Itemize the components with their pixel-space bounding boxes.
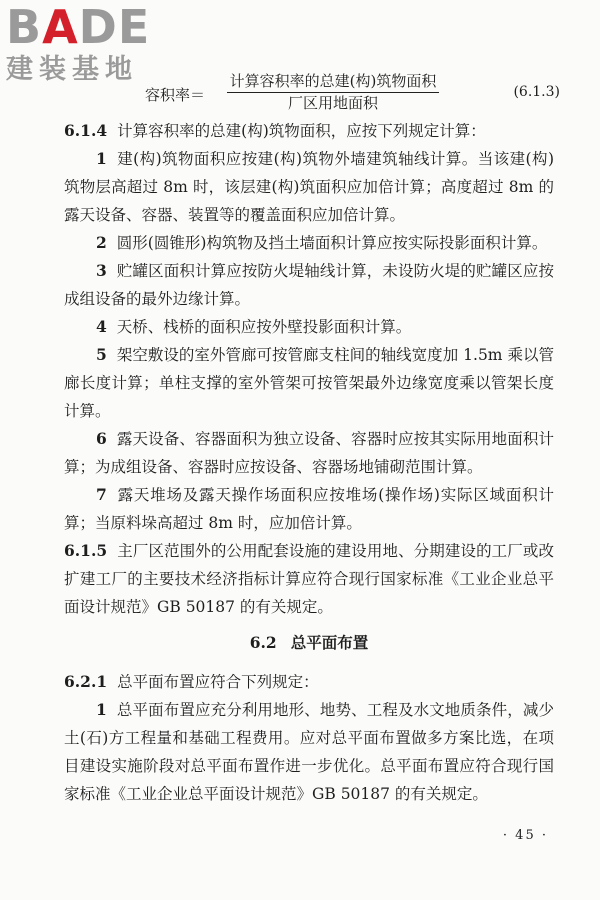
page-number: · 45 ·: [502, 828, 548, 843]
item-number: 2: [96, 233, 107, 252]
logo-letter-b: B: [6, 0, 43, 54]
item-text: 贮罐区面积计算应按防火堤轴线计算，未设防火堤的贮罐区应按成组设备的最外边缘计算。: [64, 262, 554, 308]
item-number: 3: [96, 261, 107, 280]
list-item: [64, 313, 554, 341]
clause-number: 6.1.4: [64, 121, 108, 140]
list-item: [64, 696, 554, 808]
clause-6-1-5: [64, 537, 554, 621]
item-number: 1: [96, 149, 107, 168]
list-item: [64, 229, 554, 257]
item-text: 露天堆场及露天操作场面积应按堆场(操作场)实际区域面积计算；当原料垛高超过 8m 时，应加倍计算。: [64, 486, 554, 532]
item-number: 1: [96, 700, 107, 719]
formula-fraction: [227, 72, 439, 113]
formula-lhs: 容积率＝: [145, 86, 206, 104]
section-heading: [64, 629, 554, 657]
brand-logo-subtitle: 建装基地: [6, 54, 138, 85]
item-text: 架空敷设的室外管廊可按管廊支柱间的轴线宽度加 1.5m 乘以管廊长度计算；单柱支撑的室外管架可按管架最外边缘宽度乘以管架长度计算。: [64, 346, 554, 420]
item-text: 建(构)筑物面积应按建(构)筑物外墙建筑轴线计算。当该建(构)筑物层高超过 8m 时，该层建(构)筑面积应加倍计算；高度超过 8m 的露天设备、容器、装置等的覆盖面积应加倍计算。: [64, 150, 554, 224]
clause-6-2-1: [64, 668, 554, 696]
clause-text: 总平面布置应符合下列规定：: [117, 673, 319, 691]
section-title: 总平面布置: [290, 633, 369, 652]
item-number: 6: [96, 429, 107, 448]
clause-text: 计算容积率的总建(构)筑物面积，应按下列规定计算：: [117, 122, 486, 140]
item-text: 露天设备、容器面积为独立设备、容器时应按其实际用地面积计算；为成组设备、容器时应按设备、容器场地铺砌范围计算。: [64, 430, 554, 476]
item-text: 圆形(圆锥形)构筑物及挡土墙面积计算应按实际投影面积计算。: [116, 234, 548, 252]
item-number: 7: [96, 485, 107, 504]
item-number: 5: [96, 345, 107, 364]
document-body: [64, 117, 554, 808]
section-number: 6.2: [249, 633, 277, 652]
logo-letters-de: DE: [78, 0, 151, 54]
formula-6-1-3: [145, 72, 560, 116]
item-number: 4: [96, 317, 107, 336]
brand-logo-wordmark: [6, 2, 176, 52]
clause-number: 6.2.1: [64, 672, 108, 691]
formula-number: (6.1.3): [513, 84, 560, 100]
formula-numerator: 计算容积率的总建(构)筑物面积: [227, 72, 439, 93]
list-item: [64, 481, 554, 537]
list-item: [64, 145, 554, 229]
list-item: [64, 257, 554, 313]
logo-letter-a: A: [42, 0, 79, 54]
item-text: 天桥、栈桥的面积应按外壁投影面积计算。: [116, 318, 412, 336]
clause-text: 主厂区范围外的公用配套设施的建设用地、分期建设的工厂或改扩建工厂的主要技术经济指标计算应符合现行国家标准《工业企业总平面设计规范》GB 50187 的有关规定。: [64, 542, 554, 616]
clause-6-1-4: [64, 117, 554, 145]
item-text: 总平面布置应充分利用地形、地势、工程及水文地质条件，减少土(石)方工程量和基础工程费用。应对总平面布置做多方案比选，在项目建设实施阶段对总平面布置作进一步优化。总平面布置应符合现行国家标准《工业企业总平面设计规范》GB 50187 的有关规定。: [64, 701, 554, 803]
clause-number: 6.1.5: [64, 541, 108, 560]
list-item: [64, 341, 554, 425]
list-item: [64, 425, 554, 481]
formula-denominator: 厂区用地面积: [287, 94, 378, 112]
